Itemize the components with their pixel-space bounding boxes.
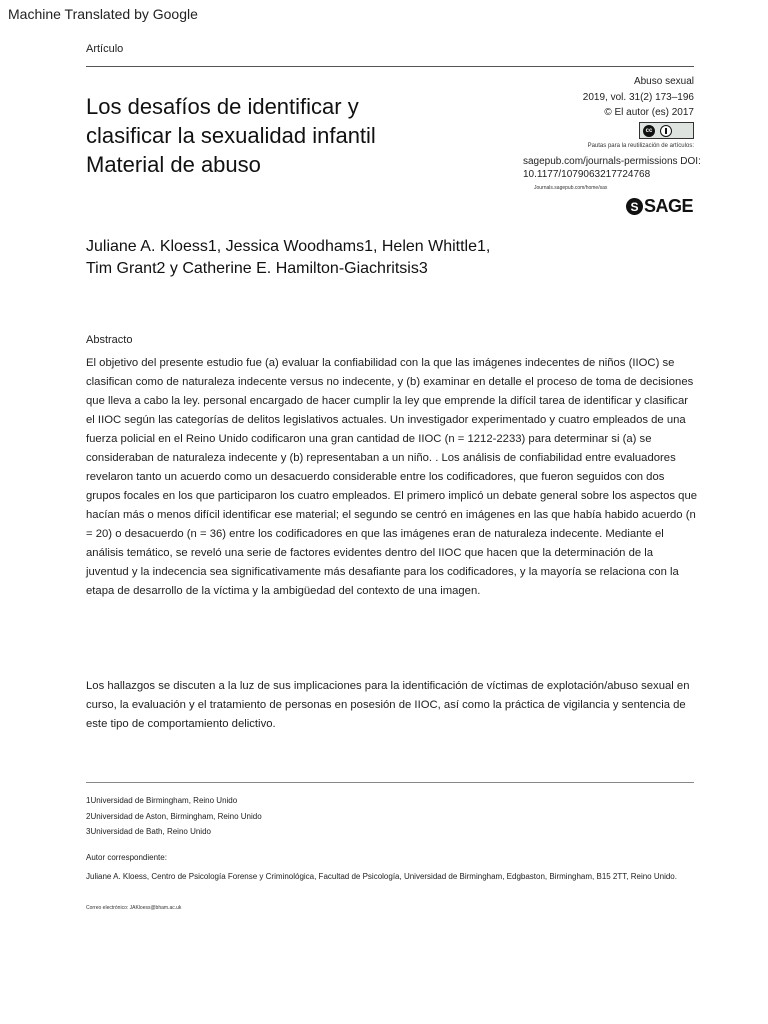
sage-logo-icon: S bbox=[626, 198, 643, 215]
author-line-2: Tim Grant2 y Catherine E. Hamilton-Giachritsis3 bbox=[86, 260, 428, 277]
sage-logo bbox=[626, 196, 693, 217]
affiliation-2: 2Universidad de Aston, Birmingham, Reino Unido bbox=[86, 812, 262, 821]
permissions-doi-link[interactable]: sagepub.com/journals-permissions DOI: 10.1177/1079063217724768 bbox=[523, 156, 701, 180]
creative-commons-by-icon bbox=[639, 122, 694, 139]
corresponding-author-heading: Autor correspondiente: bbox=[86, 853, 167, 862]
title-line-3: Material de abuso bbox=[86, 152, 261, 177]
journal-volume: 2019, vol. 31(2) 173–196 bbox=[582, 92, 694, 103]
title-line-1: Los desafíos de identificar y bbox=[86, 94, 359, 119]
author-line-1: Juliane A. Kloess1, Jessica Woodhams1, Helen Whittle1, bbox=[86, 238, 491, 255]
journal-name: Abuso sexual bbox=[633, 76, 694, 87]
abstract-findings: Los hallazgos se discuten a la luz de sus implicaciones para la identificación de víctimas de explotación/abuso sexual en curso, la evaluación y el tratamiento de personas en posesión de IIOC, así como la práctica de vigilancia y sentencia de este tipo de comportamiento delictivo. bbox=[86, 680, 690, 730]
abstract-heading: Abstracto bbox=[86, 334, 133, 346]
machine-translated-banner: Machine Translated by Google bbox=[8, 6, 198, 22]
footnote-divider bbox=[86, 782, 694, 783]
sage-logo-text: SAGE bbox=[644, 196, 694, 216]
by-attribution-icon bbox=[660, 125, 672, 137]
copyright-notice: © El autor (es) 2017 bbox=[604, 107, 694, 118]
affiliation-1: 1Universidad de Birmingham, Reino Unido bbox=[86, 796, 238, 805]
title-line-2: clasificar la sexualidad infantil bbox=[86, 123, 376, 148]
header-divider bbox=[86, 66, 694, 67]
author-list bbox=[86, 236, 490, 280]
article-title bbox=[86, 92, 486, 179]
cc-icon: cc bbox=[643, 125, 655, 137]
abstract-body: El objetivo del presente estudio fue (a) evaluar la confiabilidad con la que las imágenes indecentes de niños (IIOC) se clasifican como de naturaleza indecente versus no indecente, y (b) examinar en detalle el proceso de toma de decisiones que lleva a cabo la ley. personal encargado de hacer cumplir la ley que emprende la difícil tarea de identificar y clasificar el IIOC según las categorías de delitos legislativos actuales. Un investigador experimentado y cuatro empleados de una fuerza policial en el Reino Unido codificaron una gran cantidad de IIOC (n = 1212-2233) para determinar si (a) se consideraban de naturaleza indecente y (b) representaban a un niño. . Los análisis de confiabilidad entre evaluadores revelaron tanto un acuerdo como un desacuerdo considerable entre los codificadores, que fueron seguidos con dos grupos focales en los que participaron los cuatro empleados. El primero implicó un debate general sobre los aspectos que hacían más o menos difícil identificar ese material; el segundo se centró en imágenes en las que había habido acuerdo (n = 20) o desacuerdo (n = 36) entre los codificadores en que las imágenes eran de naturaleza indecente. Mediante el análisis temático, se reveló una serie de factores evidentes dentro del IIOC que hacen que la determinación de la juventud y la indecencia sea significativamente más desafiante para los codificadores, y la mayoría se relaciona con la etapa de desarrollo de la víctima y la ambigüedad del contexto de una imagen. bbox=[86, 357, 698, 597]
corresponding-author-email[interactable]: Correo electrónico: JAKloess@bham.ac.uk bbox=[86, 905, 182, 911]
journal-homepage-link[interactable]: Journals.sagepub.com/home/sax bbox=[534, 185, 608, 191]
corresponding-author-address: Juliane A. Kloess, Centro de Psicología Forense y Criminológica, Facultad de Psicología, Universidad de Birmingham, Edgbaston, Birmingham, B15 2TT, Reino Unido. bbox=[86, 872, 677, 881]
reuse-guidelines: Pautas para la reutilización de artículos: bbox=[587, 143, 694, 149]
section-label: Artículo bbox=[86, 43, 124, 55]
affiliation-3: 3Universidad de Bath, Reino Unido bbox=[86, 827, 211, 836]
